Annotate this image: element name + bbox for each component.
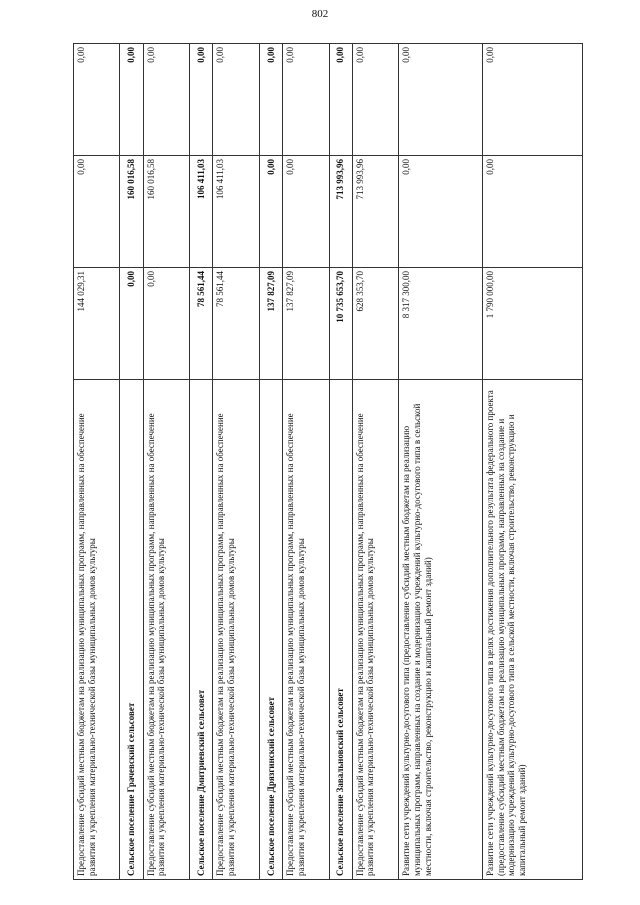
value-cell-3: 0,00 [283, 44, 329, 156]
row-name-cell: Предоставление субсидий местным бюджетам на реализацию муниципальных программ, направленных на обеспечение развития и укрепления материально-технической базы муниципальных домов культуры [74, 380, 120, 880]
value-cell-2: 106 411,03 [190, 156, 213, 268]
value-cell-2: 0,00 [283, 156, 329, 268]
table-row [482, 44, 582, 880]
row-name-cell: Предоставление субсидий местным бюджетам на реализацию муниципальных программ, направленных на обеспечение развития и укрепления материально-технической базы муниципальных домов культуры [143, 380, 189, 880]
table-row [74, 44, 120, 880]
budget-table [73, 43, 583, 880]
value-cell-2: 0,00 [482, 156, 582, 268]
page-number: 802 [311, 8, 329, 20]
value-cell-1: 137 827,09 [259, 268, 282, 380]
row-name-cell: Сельское поселение Дрязгинский сельсовет [259, 380, 282, 880]
value-cell-2: 0,00 [399, 156, 483, 268]
value-cell-2: 0,00 [74, 156, 120, 268]
value-cell-1: 10 735 653,70 [329, 268, 352, 380]
value-cell-1: 0,00 [120, 268, 143, 380]
row-name-cell: Предоставление субсидий местным бюджетам на реализацию муниципальных программ, направленных на обеспечение развития и укрепления материально-технической базы муниципальных домов культуры [283, 380, 329, 880]
value-cell-1: 137 827,09 [283, 268, 329, 380]
value-cell-1: 144 029,31 [74, 268, 120, 380]
value-cell-3: 0,00 [213, 44, 259, 156]
value-cell-3: 0,00 [190, 44, 213, 156]
row-name-cell: Предоставление субсидий местным бюджетам на реализацию муниципальных программ, направленных на обеспечение развития и укрепления материально-технической базы муниципальных домов культуры [352, 380, 398, 880]
row-name-cell: Развитие сети учреждений культурно-досугового типа в целях достижения дополнительного результата федерального проекта (предоставление субсидий местным бюджетам на реализацию муниципальных программ, направленных на создание и модернизацию учреждений культурно-досугового типа в сельской местности, включая строительство, реконструкцию и капитальный ремонт зданий) [482, 380, 582, 880]
budget-table-rotated [73, 44, 583, 880]
settlement-row [329, 44, 352, 880]
value-cell-2: 160 016,58 [143, 156, 189, 268]
value-cell-3: 0,00 [329, 44, 352, 156]
value-cell-1: 628 353,70 [352, 268, 398, 380]
table-row [143, 44, 189, 880]
value-cell-2: 713 993,96 [329, 156, 352, 268]
value-cell-2: 713 993,96 [352, 156, 398, 268]
value-cell-3: 0,00 [74, 44, 120, 156]
value-cell-3: 0,00 [482, 44, 582, 156]
value-cell-2: 0,00 [259, 156, 282, 268]
budget-table-body [74, 44, 583, 880]
value-cell-3: 0,00 [259, 44, 282, 156]
table-row [399, 44, 483, 880]
value-cell-1: 78 561,44 [213, 268, 259, 380]
row-name-cell: Сельское поселение Дмитриевский сельсовет [190, 380, 213, 880]
value-cell-3: 0,00 [120, 44, 143, 156]
settlement-row [120, 44, 143, 880]
table-row [283, 44, 329, 880]
value-cell-1: 0,00 [143, 268, 189, 380]
row-name-cell: Развитие сети учреждений культурно-досугового типа (предоставление субсидий местным бюджетам на реализацию муниципальных программ, направленных на создание и модернизацию учреждений культурно-досугового типа в сельской местности, включая строительство, реконструкцию и капитальный ремонт зданий) [399, 380, 483, 880]
value-cell-2: 160 016,58 [120, 156, 143, 268]
value-cell-3: 0,00 [352, 44, 398, 156]
table-row [213, 44, 259, 880]
value-cell-1: 1 790 000,00 [482, 268, 582, 380]
row-name-cell: Предоставление субсидий местным бюджетам на реализацию муниципальных программ, направленных на обеспечение развития и укрепления материально-технической базы муниципальных домов культуры [213, 380, 259, 880]
value-cell-1: 78 561,44 [190, 268, 213, 380]
table-row [352, 44, 398, 880]
row-name-cell: Сельское поселение Грачевский сельсовет [120, 380, 143, 880]
row-name-cell: Сельское поселение Завальновский сельсовет [329, 380, 352, 880]
value-cell-1: 8 317 300,00 [399, 268, 483, 380]
settlement-row [259, 44, 282, 880]
value-cell-2: 106 411,03 [213, 156, 259, 268]
value-cell-3: 0,00 [399, 44, 483, 156]
settlement-row [190, 44, 213, 880]
value-cell-3: 0,00 [143, 44, 189, 156]
